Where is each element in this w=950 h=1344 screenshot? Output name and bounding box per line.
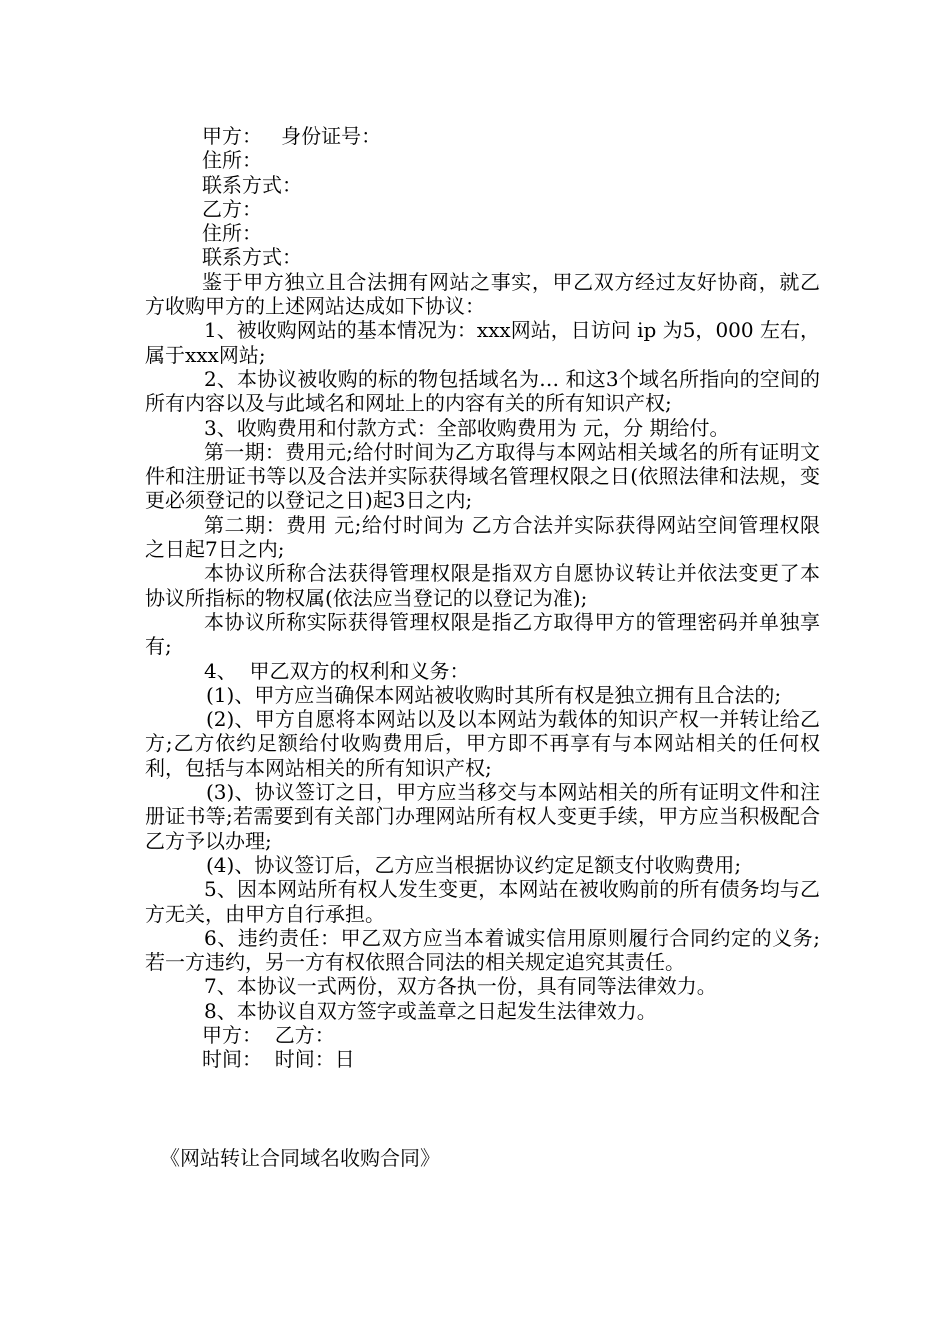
clause-6-paragraph: 6、违约责任：甲乙双方应当本着诚实信用原则履行合同约定的义务;若一方违约，另一方有权依照合同法的相关规定追究其责任。 (145, 925, 820, 975)
clause-2-paragraph: 2、本协议被收购的标的物包括域名为… 和这3个域名所指向的空间的所有内容以及与此域名和网址上的内容有关的所有知识产权; (145, 366, 820, 416)
clause-4-item-2-paragraph: (2)、甲方自愿将本网站以及以本网站为载体的知识产权一并转让给乙方;乙方依约足额给付收购费用后，甲方即不再享有与本网站相关的任何权利，包括与本网站相关的所有知识产权; (145, 707, 820, 780)
signature-date-line: 时间： 时间：日 (202, 1047, 355, 1072)
clause-8-paragraph: 8、本协议自双方签字或盖章之日起发生法律效力。 (204, 998, 657, 1023)
clause-4-heading: 4、 甲乙双方的权利和义务： (204, 658, 470, 683)
actual-rights-definition-paragraph: 本协议所称实际获得管理权限是指乙方取得甲方的管理密码并单独享有; (145, 609, 820, 659)
clause-3-paragraph: 3、收购费用和付款方式：全部收购费用为 元，分 期给付。 (204, 415, 730, 440)
document-body (145, 124, 820, 1072)
payment-phase-1-paragraph: 第一期：费用元;给付时间为乙方取得与本网站相关域名的所有证明文件和注册证书等以及合法并实际获得域名管理权限之日(依照法律和法规，变更必须登记的以登记之日)起3日之内; (145, 439, 820, 513)
party-b-address-line: 住所： (202, 221, 262, 246)
document-footer-title: 《网站转让合同域名收购合同》 (160, 1146, 440, 1170)
clause-7-paragraph: 7、本协议一式两份，双方各执一份，具有同等法律效力。 (204, 974, 717, 999)
clause-4-item-3-paragraph: (3)、协议签订之日，甲方应当移交与本网站相关的所有证明文件和注册证书等;若需要到有关部门办理网站所有权人变更手续，甲方应当积极配合乙方予以办理; (145, 780, 820, 853)
clause-5-paragraph: 5、因本网站所有权人发生变更，本网站在被收购前的所有债务均与乙方无关，由甲方自行承担。 (145, 877, 820, 926)
clause-4-item-4-paragraph: (4)、协议签订后，乙方应当根据协议约定足额支付收购费用; (206, 852, 742, 877)
signature-parties-line: 甲方： 乙方： (202, 1022, 335, 1047)
party-b-line: 乙方： (202, 196, 262, 221)
party-b-contact-line: 联系方式： (202, 245, 302, 270)
payment-phase-2-paragraph: 第二期：费用 元;给付时间为 乙方合法并实际获得网站空间管理权限之日起7日之内; (145, 512, 820, 562)
party-a-id-line: 甲方： 身份证号： (202, 124, 382, 148)
party-a-contact-line: 联系方式： (202, 172, 302, 197)
legal-rights-definition-paragraph: 本协议所称合法获得管理权限是指双方自愿协议转让并依法变更了本协议所指标的物权属(依法应当登记的以登记为准); (145, 561, 820, 610)
clause-1-paragraph: 1、被收购网站的基本情况为：xxx网站，日访问 ip 为5，000 左右，属于xxx网站; (145, 318, 820, 367)
clause-4-item-1-paragraph: (1)、甲方应当确保本网站被收购时其所有权是独立拥有且合法的; (206, 682, 782, 707)
preamble-paragraph: 鉴于甲方独立且合法拥有网站之事实，甲乙双方经过友好协商，就乙方收购甲方的上述网站达成如下协议： (145, 269, 820, 319)
party-a-address-line: 住所： (202, 148, 262, 173)
